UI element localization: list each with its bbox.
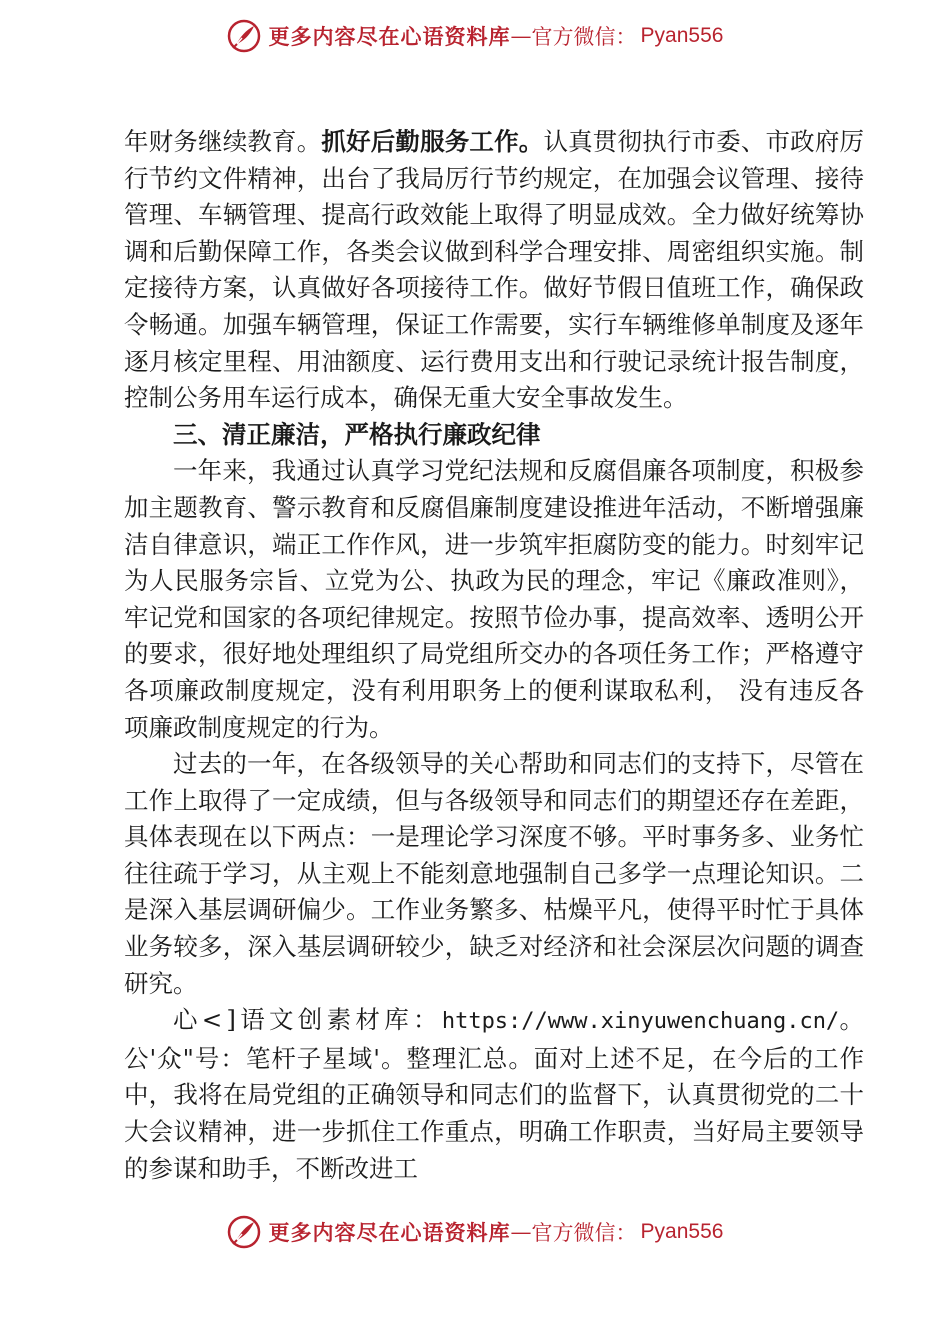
banner-title: 更多内容尽在心语资料库 <box>268 1220 511 1245</box>
p4-prefix: 心<]语文创素材库： <box>173 1005 442 1035</box>
section-heading-3: 三、清正廉洁，严格执行廉政纪律 <box>173 419 541 449</box>
banner-wechat-label: 官方微信： <box>531 25 637 49</box>
banner-dash: — <box>510 1220 532 1244</box>
p1-body-text: 认真贯彻执行市委、市政府厉行节约文件精神，出台了我局厉行节约规定，在加强会议管理、接待管理、车辆管理、提高行政效能上取得了明显成效。全力做好统筹协调和后勤保障工作，各类会议做到科学合理安排、周密组织实施。制定接待方案，认真做好各项接待工作。做好节假日值班工作，确保政令畅通。加强车辆管理，保证工作需要，实行车辆维修单制度及逐年逐月核定里程、用油额度、运行费用支出和行驶记录统计报告制度，控制公务用车运行成本，确保无重大安全事故发生。 <box>124 127 865 413</box>
header-banner <box>0 16 950 56</box>
document-body <box>124 124 864 1187</box>
p4-url-link[interactable]: https://www.xinyuwenchuang.cn/ <box>441 1009 840 1035</box>
banner-wechat-id: Pyan556 <box>640 1220 724 1243</box>
footer-banner <box>0 1212 950 1252</box>
p1-lead-text: 年财务继续教育。 <box>124 127 322 156</box>
banner-dash: — <box>510 24 532 48</box>
feather-pen-logo-icon <box>227 19 261 53</box>
banner-title: 更多内容尽在心语资料库 <box>268 24 511 49</box>
p4-body-text: 。公'众"号：笔杆子星域'。整理汇总。面对上述不足，在今后的工作中，我将在局党组的正确领导和同志们的监督下，认真贯彻党的二十大会议精神，进一步抓住工作重点，明确工作职责，当好局主要领导的参谋和助手，不断改进工 <box>124 1005 864 1183</box>
p1-bold-phrase: 抓好后勤服务工作。 <box>321 127 544 156</box>
paragraph-logistics <box>124 124 864 417</box>
banner-wechat-label: 官方微信： <box>531 1221 637 1245</box>
paragraph-outlook <box>124 1002 864 1187</box>
paragraph-integrity: 一年来，我通过认真学习党纪法规和反腐倡廉各项制度，积极参加主题教育、警示教育和反腐倡廉制度建设推进年活动，不断增强廉洁自律意识，端正工作作风，进一步筑牢拒腐防变的能力。时刻牢记为人民服务宗旨、立党为公、执政为民的理念，牢记《廉政准则》，牢记党和国家的各项纪律规定。按照节俭办事，提高效率、透明公开的要求，很好地处理组织了局党组所交办的各项任务工作；严格遵守各项廉政制度规定，没有利用职务上的便利谋取私利， 没有违反各项廉政制度规定的行为。 <box>124 456 864 742</box>
feather-pen-logo-icon <box>227 1215 261 1249</box>
banner-wechat-id: Pyan556 <box>640 24 724 47</box>
paragraph-shortcomings: 过去的一年，在各级领导的关心帮助和同志们的支持下，尽管在工作上取得了一定成绩，但与各级领导和同志们的期望还存在差距，具体表现在以下两点：一是理论学习深度不够。平时事务多、业务忙往往疏于学习，从主观上不能刻意地强制自己多学一点理论知识。二是深入基层调研偏少。工作业务繁多、枯燥平凡，使得平时忙于具体业务较多，深入基层调研较少，缺乏对经济和社会深层次问题的调查研究。 <box>124 749 864 998</box>
